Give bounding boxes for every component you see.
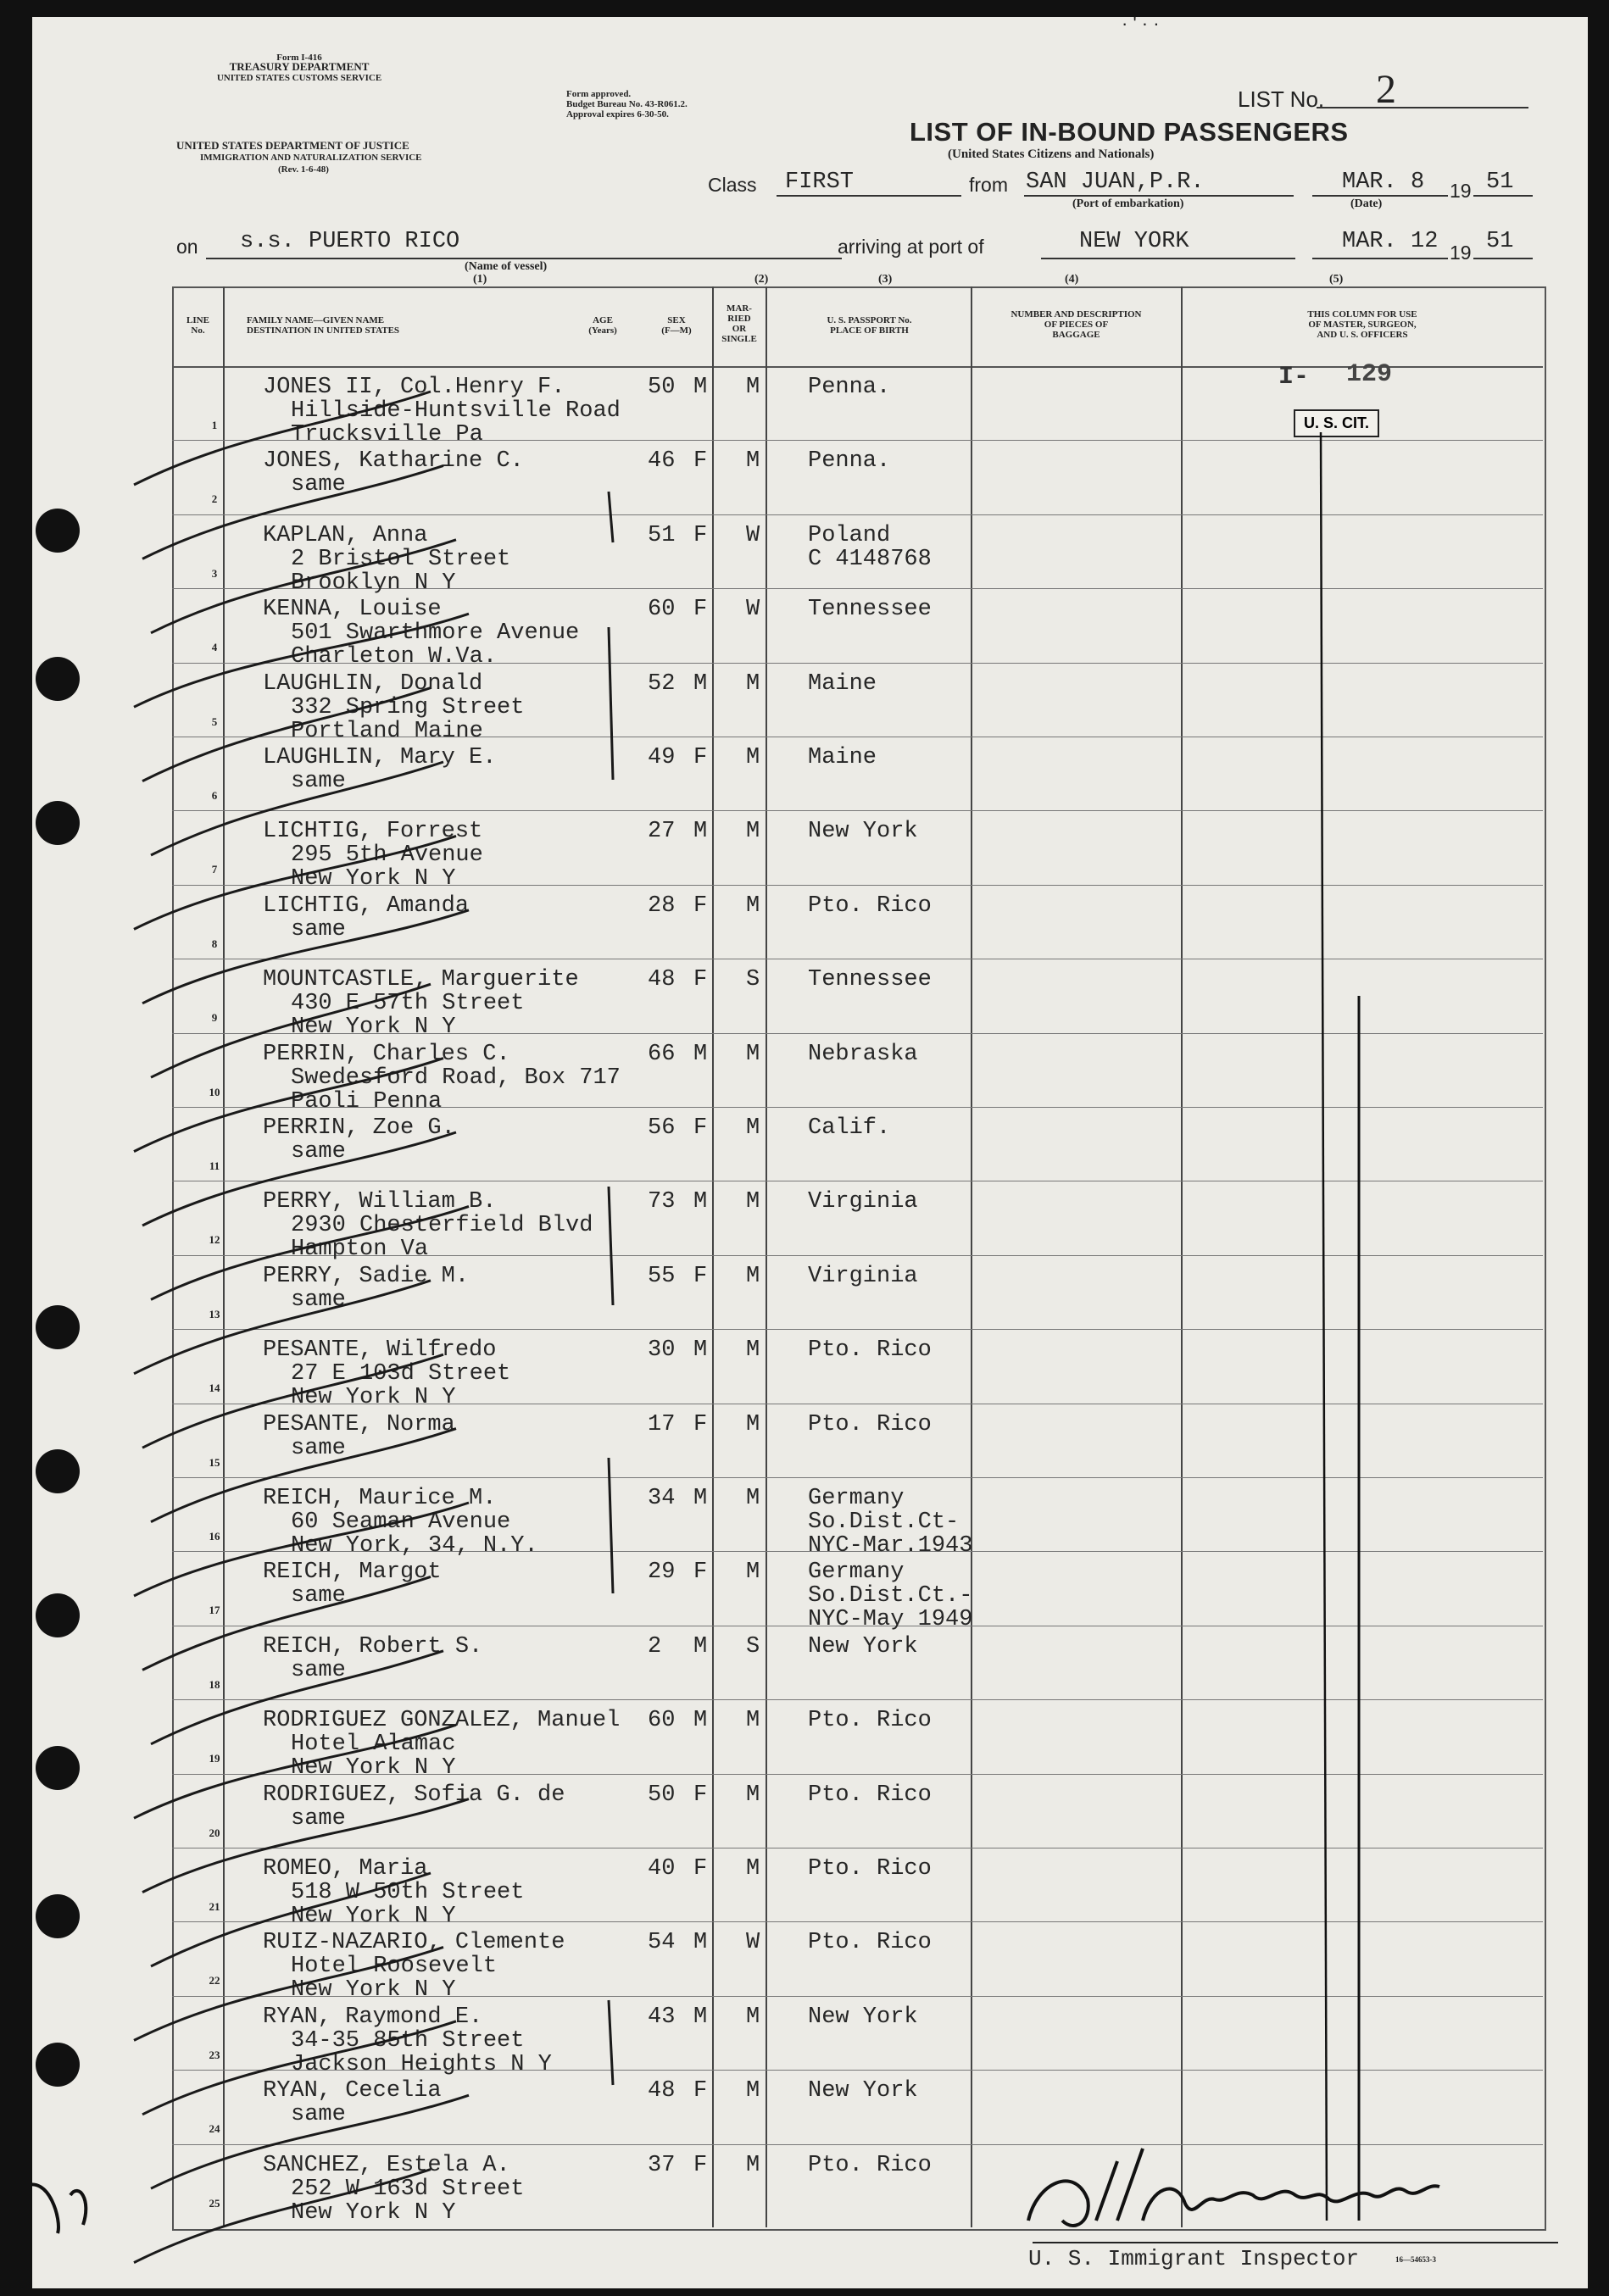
passenger-age: 66 (648, 1041, 676, 1067)
list-no-line (1317, 107, 1528, 108)
passenger-sex: F (693, 597, 708, 623)
passenger-destination: New York N Y (291, 1015, 456, 1041)
passenger-sex: M (693, 1708, 708, 1734)
passenger-destination: Portland Maine (291, 718, 483, 744)
passenger-name: REICH, Maurice M. (263, 1486, 497, 1511)
passenger-name: LICHTIG, Amanda (263, 892, 470, 919)
passenger-sex: M (693, 1486, 708, 1511)
line-number: 19 (209, 1752, 220, 1765)
passenger-destination: New York N Y (291, 1977, 456, 2004)
approval-block (566, 89, 688, 120)
row-divider (172, 1477, 1543, 1478)
passenger-birthplace: C 4148768 (808, 546, 932, 572)
passenger-age: 60 (648, 597, 676, 623)
print-code: 16—54653-3 (1395, 2255, 1436, 2264)
passenger-marital-status: M (746, 1263, 760, 1289)
budget-line: Budget Bureau No. 43-R061.2. (566, 99, 688, 109)
passenger-destination: New York N Y (291, 1755, 456, 1782)
passenger-marital-status: W (746, 522, 760, 548)
passenger-sex: F (693, 745, 708, 770)
doj-line: UNITED STATES DEPARTMENT OF JUSTICE (176, 139, 409, 152)
passenger-destination: same (291, 472, 346, 498)
passenger-name: PERRIN, Zoe G. (263, 1115, 455, 1141)
passenger-birthplace: Virginia (808, 1189, 918, 1215)
passenger-destination: New York N Y (291, 1385, 456, 1411)
passenger-age: 55 (648, 1263, 676, 1289)
passenger-sex: M (693, 2004, 708, 2030)
passenger-destination: New York N Y (291, 1904, 456, 1929)
passenger-sex: M (693, 1189, 708, 1215)
passenger-age: 51 (648, 522, 676, 548)
passenger-age: 50 (648, 375, 676, 400)
from-label: from (969, 174, 1008, 196)
line-number: 24 (209, 2122, 220, 2136)
row-divider (172, 1699, 1543, 1700)
depart-year-prefix: 19 (1450, 180, 1472, 202)
passenger-destination: Jackson Heights N Y (291, 2051, 552, 2077)
line-number: 18 (209, 1677, 220, 1691)
passenger-age: 40 (648, 1856, 676, 1882)
passenger-destination: 34-35 85th Street (291, 2027, 525, 2054)
passenger-birthplace: Pto. Rico (808, 1411, 932, 1437)
passenger-destination: Swedesford Road, Box 717 (291, 1065, 621, 1091)
passenger-birthplace: NYC-Mar.1943 (808, 1533, 973, 1559)
passenger-marital-status: M (746, 1782, 760, 1808)
passenger-destination: same (291, 1805, 346, 1832)
col-num-4: (4) (1065, 273, 1079, 286)
embark-caption: (Port of embarkation) (1072, 197, 1184, 210)
passenger-destination: Hotel Alamac (291, 1732, 456, 1758)
line-number: 6 (211, 789, 218, 802)
passenger-name: PERRY, William B. (263, 1189, 497, 1215)
col-num-2: (2) (754, 273, 769, 286)
passenger-marital-status: M (746, 1337, 760, 1364)
arrival-date: MAR. 12 (1342, 229, 1439, 254)
passenger-sex: F (693, 892, 708, 919)
punch-hole (36, 657, 80, 701)
passenger-marital-status: W (746, 597, 760, 623)
passenger-marital-status: M (746, 745, 760, 770)
passenger-age: 48 (648, 967, 676, 993)
passenger-destination: same (291, 769, 346, 794)
passenger-age: 2 (648, 1633, 662, 1659)
passenger-age: 37 (648, 2152, 676, 2178)
passenger-age: 48 (648, 2078, 676, 2104)
passenger-destination: 430 E 57th Street (291, 991, 525, 1017)
passenger-age: 27 (648, 819, 676, 845)
punch-hole (36, 1894, 80, 1938)
punch-hole (36, 1305, 80, 1349)
passenger-birthplace: Tennessee (808, 967, 932, 993)
approved-line: Form approved. (566, 89, 632, 99)
passenger-destination: same (291, 1435, 346, 1461)
form-number: Form I-416 (276, 53, 322, 63)
header-married: MAR- RIED OR SINGLE (721, 303, 757, 344)
passenger-birthplace: Calif. (808, 1115, 891, 1141)
list-no-label: LIST No. (1238, 86, 1325, 112)
passenger-birthplace: Virginia (808, 1263, 918, 1289)
embark-port: SAN JUAN,P.R. (1026, 170, 1205, 195)
line-number: 11 (209, 1159, 220, 1172)
passenger-marital-status: M (746, 1856, 760, 1882)
passenger-sex: M (693, 1930, 708, 1956)
header-name: FAMILY NAME—GIVEN NAME DESTINATION IN UNITED STATES (247, 315, 400, 336)
annotation-number: 129 (1346, 360, 1393, 389)
passenger-sex: M (693, 819, 708, 845)
passenger-destination: 27 E 103d Street (291, 1361, 511, 1387)
passenger-destination: same (291, 2102, 346, 2128)
passenger-name: LICHTIG, Forrest (263, 819, 483, 845)
passenger-destination: 295 5th Avenue (291, 842, 483, 869)
arrival-year-prefix: 19 (1450, 242, 1472, 264)
passenger-destination: New York N Y (291, 866, 456, 892)
line-number: 13 (209, 1307, 220, 1320)
punch-hole (36, 801, 80, 845)
passenger-name: RODRIGUEZ GONZALEZ, Manuel (263, 1708, 621, 1734)
passenger-birthplace: New York (808, 819, 918, 845)
passenger-marital-status: M (746, 1115, 760, 1141)
passenger-sex: F (693, 522, 708, 548)
passenger-destination: Hillside-Huntsville Road (291, 398, 621, 424)
passenger-marital-status: M (746, 1411, 760, 1437)
passenger-sex: F (693, 1115, 708, 1141)
passenger-age: 60 (648, 1708, 676, 1734)
ins-line: IMMIGRATION AND NATURALIZATION SERVICE (200, 153, 422, 163)
passenger-marital-status: M (746, 1559, 760, 1586)
passenger-destination: same (291, 916, 346, 942)
passenger-destination: 252 W 163d Street (291, 2176, 525, 2202)
passenger-birthplace: Tennessee (808, 597, 932, 623)
line-number: 7 (211, 863, 218, 876)
header-officers: THIS COLUMN FOR USE OF MASTER, SURGEON, AND U. S. OFFICERS (1307, 309, 1417, 340)
passenger-name: JONES, Katharine C. (263, 448, 524, 475)
vessel-name: s.s. PUERTO RICO (240, 229, 460, 254)
passenger-birthplace: So.Dist.Ct- (808, 1509, 960, 1535)
passenger-marital-status: M (746, 448, 760, 475)
passenger-marital-status: W (746, 1930, 760, 1956)
on-label: on (176, 236, 198, 258)
line-number: 12 (209, 1233, 220, 1247)
line-number: 15 (209, 1455, 220, 1469)
passenger-age: 49 (648, 745, 676, 770)
passenger-destination: Hampton Va (291, 1237, 429, 1263)
passenger-birthplace: Germany (808, 1559, 905, 1586)
passenger-age: 73 (648, 1189, 676, 1215)
passenger-age: 29 (648, 1559, 676, 1586)
class-value: FIRST (785, 170, 855, 195)
line-number: 21 (209, 1900, 220, 1913)
passenger-destination: New York N Y (291, 2199, 456, 2226)
page-subtitle: (United States Citizens and Nationals) (948, 147, 1155, 161)
passenger-name: RYAN, Cecelia (263, 2078, 442, 2104)
passenger-name: JONES II, Col.Henry F. (263, 375, 565, 400)
passenger-marital-status: M (746, 892, 760, 919)
passenger-sex: M (693, 670, 708, 697)
passenger-sex: F (693, 1263, 708, 1289)
passenger-name: LAUGHLIN, Donald (263, 670, 483, 697)
treasury-department: TREASURY DEPARTMENT (229, 60, 370, 73)
passenger-destination: Charleton W.Va. (291, 644, 498, 670)
punch-hole (36, 2043, 80, 2087)
passenger-marital-status: M (746, 1708, 760, 1734)
passenger-sex: F (693, 1782, 708, 1808)
passenger-birthplace: Penna. (808, 375, 891, 400)
passenger-age: 46 (648, 448, 676, 475)
col-num-5: (5) (1329, 273, 1344, 286)
header-sex: SEX (F—M) (661, 315, 692, 336)
passenger-age: 34 (648, 1486, 676, 1511)
expires-line: Approval expires 6-30-50. (566, 109, 669, 120)
passenger-birthplace: So.Dist.Ct.- (808, 1583, 973, 1609)
passenger-name: KENNA, Louise (263, 597, 442, 623)
date-caption: (Date) (1350, 197, 1383, 210)
punch-hole (36, 1746, 80, 1790)
punch-hole (36, 509, 80, 553)
passenger-destination: 60 Seaman Avenue (291, 1509, 511, 1535)
passenger-sex: F (693, 967, 708, 993)
passenger-sex: F (693, 1559, 708, 1586)
passenger-destination: 518 W 50th Street (291, 1880, 525, 1905)
passenger-marital-status: S (746, 967, 760, 993)
passenger-birthplace: Pto. Rico (808, 892, 932, 919)
passenger-name: PERRY, Sadie M. (263, 1263, 470, 1289)
line-number: 14 (209, 1381, 220, 1395)
line-number: 4 (211, 641, 218, 654)
line-number: 10 (209, 1085, 220, 1098)
rev-line: (Rev. 1-6-48) (278, 164, 329, 175)
passenger-marital-status: M (746, 2004, 760, 2030)
inspector-label: U. S. Immigrant Inspector (1028, 2246, 1360, 2271)
passenger-marital-status: M (746, 375, 760, 400)
passenger-birthplace: Pto. Rico (808, 1782, 932, 1808)
line-number: 17 (209, 1604, 220, 1617)
passenger-age: 56 (648, 1115, 676, 1141)
top-marks: · ' · · (1122, 17, 1160, 34)
line-number: 25 (209, 2196, 220, 2210)
passenger-name: REICH, Margot (263, 1559, 442, 1586)
line-number: 5 (211, 714, 218, 728)
line-number: 22 (209, 1974, 220, 1987)
col-num-3: (3) (878, 273, 893, 286)
passenger-age: 54 (648, 1930, 676, 1956)
passenger-sex: M (693, 1041, 708, 1067)
passenger-birthplace: Maine (808, 670, 877, 697)
passenger-name: PESANTE, Wilfredo (263, 1337, 497, 1364)
passenger-marital-status: M (746, 2152, 760, 2178)
passenger-destination: Trucksville Pa (291, 422, 483, 448)
passenger-birthplace: Pto. Rico (808, 1337, 932, 1364)
line-number: 16 (209, 1530, 220, 1543)
passenger-marital-status: S (746, 1633, 760, 1659)
col-num-1: (1) (473, 273, 487, 286)
passenger-name: PERRIN, Charles C. (263, 1041, 510, 1067)
line-number: 3 (211, 566, 218, 580)
punch-hole (36, 1449, 80, 1493)
manifest-sheet (32, 17, 1588, 2288)
line-number: 1 (211, 419, 218, 431)
passenger-destination: 501 Swarthmore Avenue (291, 620, 580, 647)
passenger-birthplace: Maine (808, 745, 877, 770)
passenger-sex: M (693, 375, 708, 400)
passenger-destination: 332 Spring Street (291, 694, 525, 720)
passenger-birthplace: Pto. Rico (808, 1708, 932, 1734)
passenger-name: RUIZ-NAZARIO, Clemente (263, 1930, 565, 1956)
header-age: AGE (Years) (588, 315, 617, 336)
passenger-age: 30 (648, 1337, 676, 1364)
passenger-birthplace: Pto. Rico (808, 1856, 932, 1882)
passenger-name: LAUGHLIN, Mary E. (263, 745, 497, 770)
passenger-name: MOUNTCASTLE, Marguerite (263, 967, 579, 993)
passenger-age: 50 (648, 1782, 676, 1808)
list-no-value: 2 (1376, 67, 1396, 112)
passenger-birthplace: New York (808, 1633, 918, 1659)
passenger-age: 28 (648, 892, 676, 919)
line-number: 23 (209, 2048, 220, 2061)
passenger-destination: New York, 34, N.Y. (291, 1533, 538, 1559)
passenger-birthplace: New York (808, 2078, 918, 2104)
customs-service: UNITED STATES CUSTOMS SERVICE (216, 73, 382, 83)
passenger-name: RODRIGUEZ, Sofia G. de (263, 1782, 565, 1808)
passenger-sex: M (693, 1633, 708, 1659)
passenger-marital-status: M (746, 1189, 760, 1215)
passenger-birthplace: NYC-May 1949 (808, 1607, 973, 1633)
arriving-label: arriving at port of (838, 236, 984, 258)
passenger-name: REICH, Robert S. (263, 1633, 483, 1659)
signature-line (1033, 2242, 1558, 2243)
header-baggage: NUMBER AND DESCRIPTION OF PIECES OF BAGGAGE (1010, 309, 1142, 340)
passenger-birthplace: Penna. (808, 448, 891, 475)
passenger-name: KAPLAN, Anna (263, 522, 428, 548)
passenger-destination: same (291, 1287, 346, 1313)
row-divider (172, 514, 1543, 515)
vessel-caption: (Name of vessel) (465, 260, 548, 273)
passenger-sex: F (693, 2078, 708, 2104)
passenger-birthplace: Germany (808, 1486, 905, 1511)
passenger-name: PESANTE, Norma (263, 1411, 455, 1437)
passenger-sex: F (693, 1856, 708, 1882)
page-title: LIST OF IN-BOUND PASSENGERS (910, 117, 1349, 147)
line-number: 2 (211, 492, 218, 506)
passenger-sex: F (693, 1411, 708, 1437)
line-number: 9 (211, 1011, 218, 1025)
passenger-sex: F (693, 448, 708, 475)
passenger-sex: M (693, 1337, 708, 1364)
line-number: 8 (211, 937, 218, 950)
passenger-birthplace: Pto. Rico (808, 1930, 932, 1956)
punch-hole (36, 1593, 80, 1637)
passenger-destination: 2930 Chesterfield Blvd (291, 1213, 593, 1239)
header-passport: U. S. PASSPORT No. PLACE OF BIRTH (827, 315, 912, 336)
doj-header (176, 140, 431, 175)
line-number: 20 (209, 1826, 220, 1839)
arrival-port: NEW YORK (1079, 229, 1189, 254)
row-divider (172, 1329, 1543, 1330)
passenger-marital-status: M (746, 670, 760, 697)
passenger-name: SANCHEZ, Estela A. (263, 2152, 510, 2178)
passenger-name: ROMEO, Maria (263, 1856, 428, 1882)
passenger-sex: F (693, 2152, 708, 2178)
passenger-age: 43 (648, 2004, 676, 2030)
passenger-destination: same (291, 1139, 346, 1165)
passenger-marital-status: M (746, 2078, 760, 2104)
annotation-mark: I- (1278, 363, 1310, 392)
passenger-destination: Brooklyn N Y (291, 570, 456, 596)
header-line-no: LINE No. (187, 315, 209, 336)
depart-year: 51 (1486, 170, 1514, 195)
row-divider (172, 810, 1543, 811)
passenger-name: RYAN, Raymond E. (263, 2004, 483, 2030)
passenger-marital-status: M (746, 819, 760, 845)
passenger-age: 17 (648, 1411, 676, 1437)
passenger-destination: same (291, 1583, 346, 1609)
passenger-marital-status: M (746, 1041, 760, 1067)
passenger-age: 52 (648, 670, 676, 697)
passenger-destination: same (291, 1657, 346, 1683)
passenger-destination: Hotel Roosevelt (291, 1954, 498, 1980)
passenger-birthplace: Nebraska (808, 1041, 918, 1067)
passenger-destination: Paoli Penna (291, 1088, 443, 1115)
depart-date: MAR. 8 (1342, 170, 1425, 195)
arrival-year: 51 (1486, 229, 1514, 254)
passenger-destination: 2 Bristol Street (291, 546, 511, 572)
passenger-birthplace: Pto. Rico (808, 2152, 932, 2178)
passenger-birthplace: Poland (808, 522, 891, 548)
row-divider (172, 2144, 1543, 2145)
passenger-birthplace: New York (808, 2004, 918, 2030)
us-cit-stamp: U. S. CIT. (1294, 409, 1379, 437)
passenger-marital-status: M (746, 1486, 760, 1511)
class-label: Class (708, 174, 757, 196)
